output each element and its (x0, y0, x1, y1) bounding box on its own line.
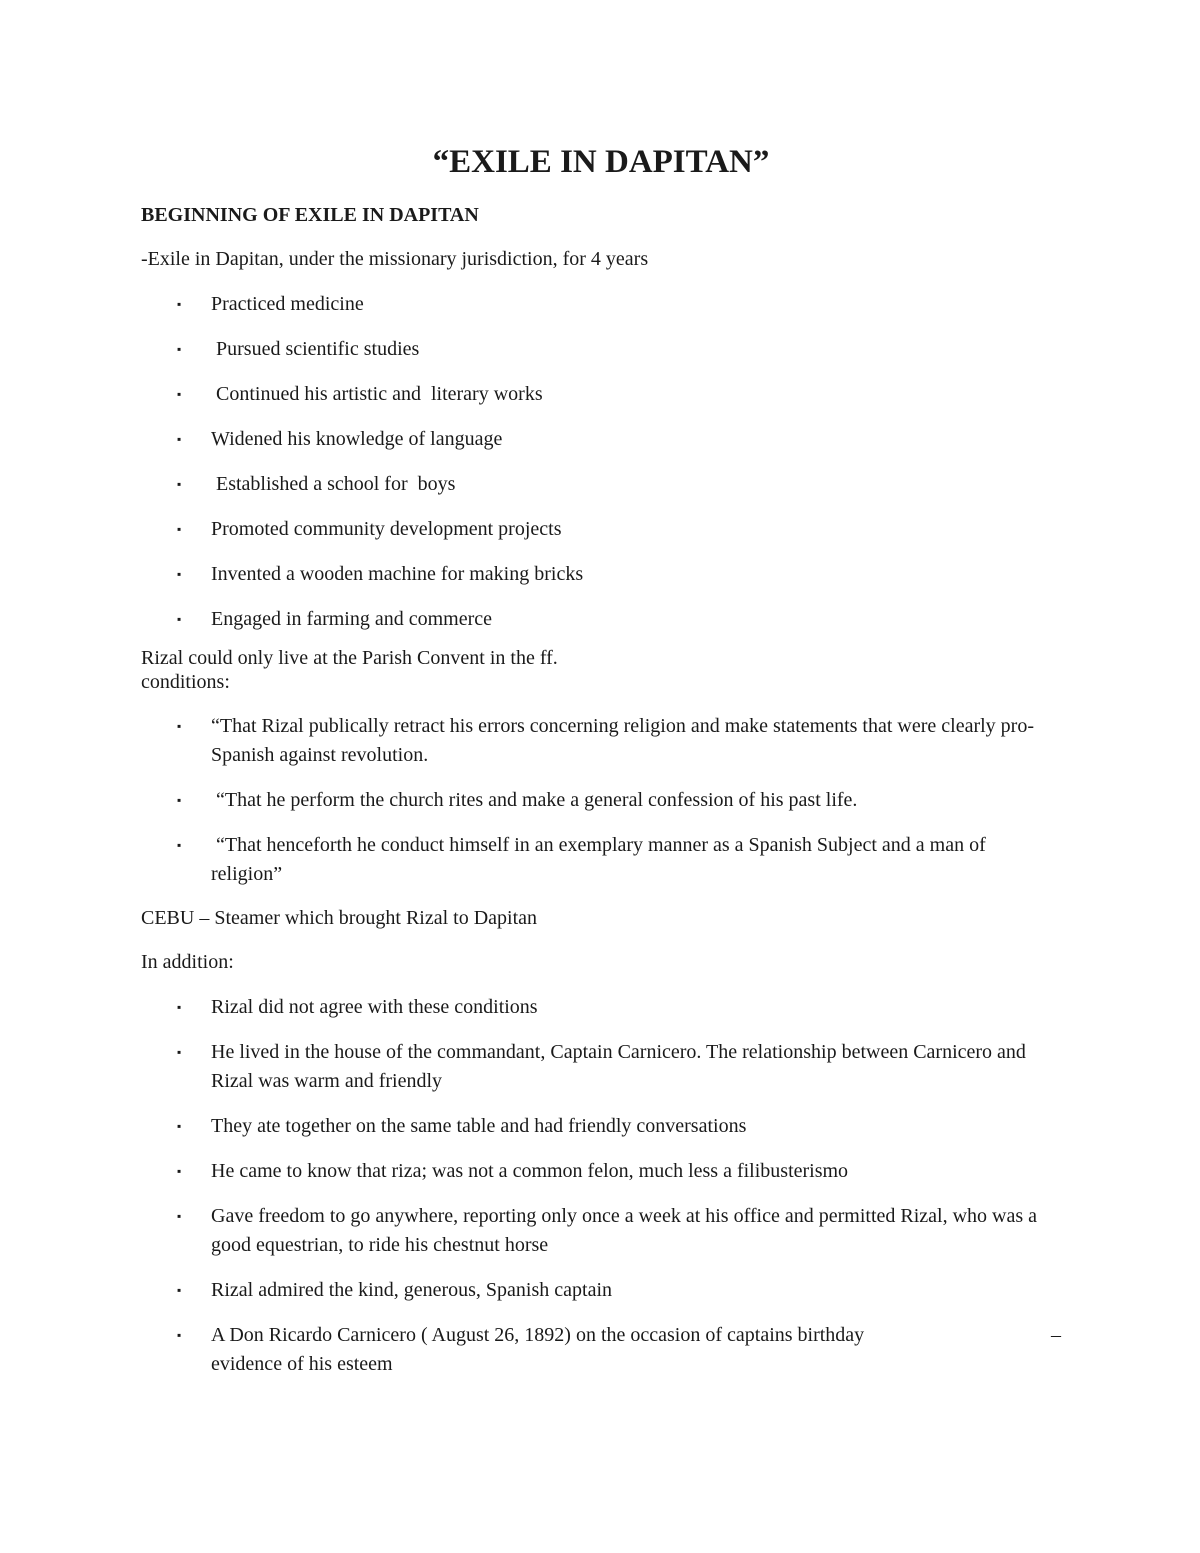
section-heading: BEGINNING OF EXILE IN DAPITAN (141, 204, 479, 226)
list-item: ▪ Promoted community development projects (141, 515, 1061, 544)
bullet-icon: ▪ (177, 567, 182, 581)
list-item: ▪ “That henceforth he conduct himself in an exemplary manner as a Spanish Subject and a man of religion” (141, 831, 1061, 889)
bullet-icon: ▪ (177, 342, 182, 356)
steamer-line: CEBU – Steamer which brought Rizal to Dapitan (141, 907, 538, 929)
list-item: ▪ Gave freedom to go anywhere, reporting only once a week at his office and permitted Rizal, who was a good equestrian, to ride his chestnut horse (141, 1202, 1061, 1260)
list-item: ▪ He lived in the house of the commandant, Captain Carnicero. The relationship between Carnicero and Rizal was warm and friendly (141, 1038, 1061, 1096)
bullet-icon: ▪ (177, 838, 182, 852)
bullet-icon: ▪ (177, 793, 182, 807)
conditions-list (141, 712, 1061, 889)
bullet-icon: ▪ (177, 612, 182, 626)
list-item: ▪ He came to know that riza; was not a common felon, much less a filibusterismo (141, 1157, 1061, 1186)
document-title: “EXILE IN DAPITAN” (432, 144, 770, 180)
activities-list (141, 290, 1061, 634)
conditions-intro: Rizal could only live at the Parish Convent in the ff. conditions: (141, 647, 558, 693)
list-item: ▪ Engaged in farming and commerce (141, 605, 1061, 634)
document-page (141, 140, 1061, 1395)
list-item: ▪ Rizal admired the kind, generous, Spanish captain (141, 1276, 1061, 1305)
bullet-icon: ▪ (177, 1283, 182, 1297)
intro-paragraph: -Exile in Dapitan, under the missionary jurisdiction, for 4 years (141, 248, 649, 270)
list-item: ▪ “That he perform the church rites and make a general confession of his past life. (141, 786, 1061, 815)
list-item: ▪ Widened his knowledge of language (141, 425, 1061, 454)
additions-list (141, 993, 1061, 1379)
list-item: ▪ Continued his artistic and literary works (141, 380, 1061, 409)
bullet-icon: ▪ (177, 387, 182, 401)
addition-intro: In addition: (141, 951, 234, 973)
bullet-icon: ▪ (177, 432, 182, 446)
bullet-icon: ▪ (177, 1328, 182, 1342)
bullet-icon: ▪ (177, 1209, 182, 1223)
bullet-icon: ▪ (177, 719, 182, 733)
bullet-icon: ▪ (177, 477, 182, 491)
last-item-first-line: A Don Ricardo Carnicero ( August 26, 1892) on the occasion of captains birthday – (211, 1324, 1061, 1346)
list-item: ▪ Rizal did not agree with these conditions (141, 993, 1061, 1022)
bullet-icon: ▪ (177, 1119, 182, 1133)
list-item: ▪ A Don Ricardo Carnicero ( August 26, 1892) on the occasion of captains birthday – evidence of his esteem (141, 1321, 1061, 1379)
list-item: ▪ Established a school for boys (141, 470, 1061, 499)
bullet-icon: ▪ (177, 522, 182, 536)
list-item: ▪ “That Rizal publically retract his errors concerning religion and make statements that were clearly pro-Spanish against revolution. (141, 712, 1061, 770)
list-item: ▪ Pursued scientific studies (141, 335, 1061, 364)
bullet-icon: ▪ (177, 1164, 182, 1178)
list-item: ▪ Invented a wooden machine for making bricks (141, 560, 1061, 589)
list-item: ▪ They ate together on the same table and had friendly conversations (141, 1112, 1061, 1141)
bullet-icon: ▪ (177, 1000, 182, 1014)
bullet-icon: ▪ (177, 1045, 182, 1059)
bullet-icon: ▪ (177, 297, 182, 311)
list-item: ▪ Practiced medicine (141, 290, 1061, 319)
